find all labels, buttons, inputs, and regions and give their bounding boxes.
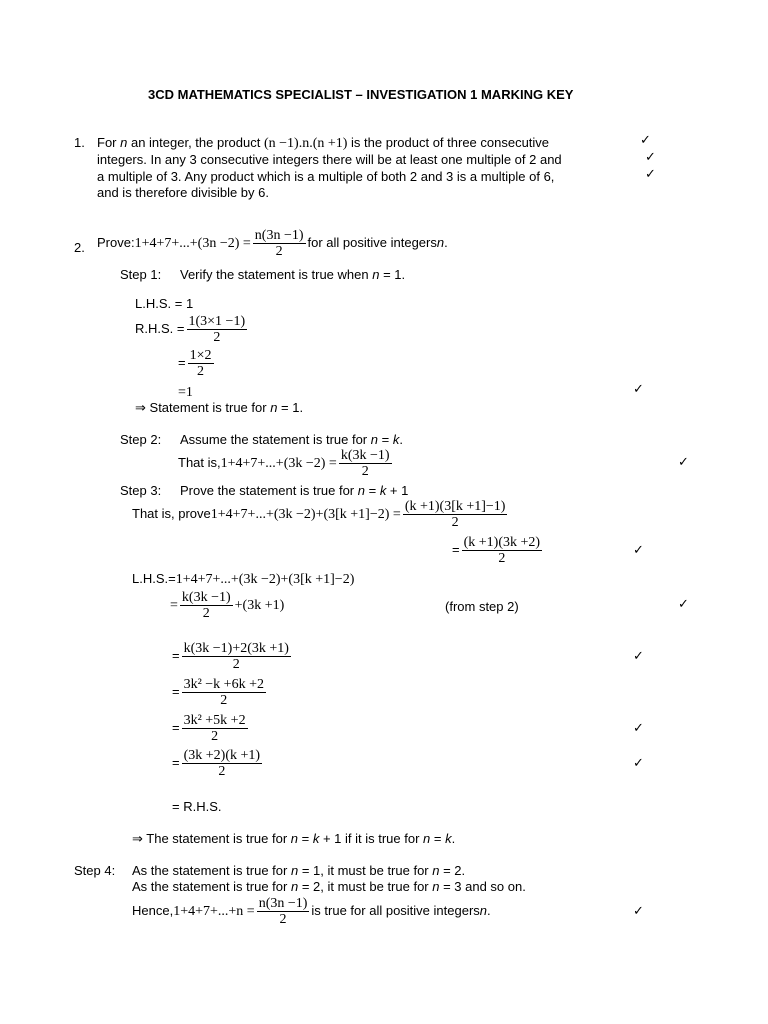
check-mark: ✓ [645,167,656,182]
step3-line-5: = $\frac{(3k +2)(k +1)}{2}$ [172,748,261,780]
check-mark: ✓ [633,756,644,771]
step2-label: Step 2: [120,432,162,447]
step1-lhs: L.H.S. = 1 [135,296,194,311]
step2-assumption: That is, 1+4+7+...+(3k −2) = $\frac{k(3k -1)}{2}$ [178,448,390,480]
step3-goal-simplified: = $\frac{(k +1)(3k +2)}{2}$ [452,535,541,567]
step3-line-3: = $\frac{\text{3k² −k +6k +2}}{2}$ [172,677,264,709]
step3-goal: That is, prove 1+4+7+...+(3k −2)+(3[k +1]−2) = $\frac{(k +1)(3[k +1]-1)}{2}$ [132,499,506,531]
step2-text: Assume the statement is true for n = k. [180,432,403,447]
implies-arrow-icon: ⇒ [132,831,143,846]
step1-rhs-line-2: = $\frac{1\times 2}{2}$ [178,348,212,380]
from-step-note: (from step 2) [445,599,519,614]
check-mark: ✓ [678,455,689,470]
implies-arrow-icon: ⇒ [135,400,146,415]
step3-line-4: = $\frac{\text{3k² +5k +2}}{2}$ [172,713,246,745]
page-title: 3CD MATHEMATICS SPECIALIST – INVESTIGATION 1 MARKING KEY [148,87,574,102]
check-mark: ✓ [633,382,644,397]
check-mark: ✓ [633,721,644,736]
step3-conclusion: ⇒ The statement is true for n = k + 1 if it is true for n = k. [132,831,456,846]
step1-label: Step 1: [120,267,162,282]
step3-line-1: = $\frac{k(3k -1)}{2}$ +(3k +1) [170,590,285,622]
step1-conclusion: ⇒ Statement is true for n = 1. [135,400,304,415]
q1-line-1: For n an integer, the product (n −1).n.(n +1) is the product of three consecutive [97,135,550,151]
step4-line-2: As the statement is true for n = 2, it must be true for n = 3 and so on. [132,879,526,894]
step4-conclusion: Hence, 1+4+7+...+n = $\frac{n(3n -1)}{2}$ is true for all positive integers n . [132,896,491,928]
q1-line-3: a multiple of 3. Any product which is a multiple of both 2 and 3 is a multiple of 6, [97,169,555,184]
step4-label: Step 4: [74,863,116,878]
check-mark: ✓ [633,543,644,558]
check-mark: ✓ [640,133,651,148]
q1-line-2: integers. In any 3 consecutive integers there will be at least one multiple of 2 and [97,152,562,167]
step3-label: Step 3: [120,483,162,498]
check-mark: ✓ [633,904,644,919]
q2-series-expression: 1+4+7+...+(3n −2) = [134,235,251,251]
check-mark: ✓ [633,649,644,664]
q1-product-expression: (n −1).n.(n +1) [263,136,348,151]
q1-line-4: and is therefore divisible by 6. [97,185,269,200]
step3-rhs: = R.H.S. [172,799,222,814]
step1-rhs-line-3: =1 [178,385,193,400]
step1-rhs: R.H.S. = $\frac{1(3\times 1 -1)}{2}$ [135,314,246,346]
step4-line-1: As the statement is true for n = 1, it must be true for n = 2. [132,863,466,878]
step3-line-2: = $\frac{k(3k -1)+2(3k +1)}{2}$ [172,641,289,673]
check-mark: ✓ [645,150,656,165]
step1-text: Verify the statement is true when n = 1. [180,267,406,282]
q2-number: 2. [74,240,85,255]
q1-number: 1. [74,135,85,150]
q2-fraction: $\frac{n(3n -1)}{2}$ [254,228,304,260]
step3-lhs: L.H.S.=1+4+7+...+(3k −2)+(3[k +1]−2) [132,571,355,587]
check-mark: ✓ [678,597,689,612]
step3-text: Prove the statement is true for n = k + 1 [180,483,409,498]
q2-prove-line: Prove: 1+4+7+...+(3n −2) = $\frac{n(3n -1)}{2}$ for all positive integers n . [97,228,448,260]
